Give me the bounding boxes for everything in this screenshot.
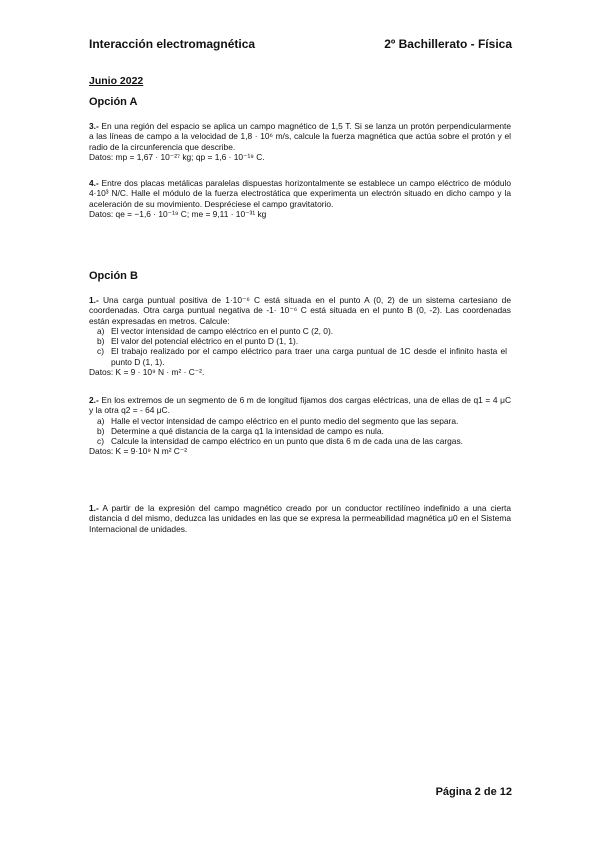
item-text: El valor del potencial eléctrico en el punto D (1, 1). <box>111 336 299 347</box>
item-label: c) <box>97 346 104 357</box>
question-item <box>89 336 511 346</box>
question-text: A partir de la expresión del campo magnético creado por un conductor rectilíneo indefinido a una cierta distancia d del mismo, deduzca las unidades en las que se expresa la permeabilidad magnética μ0 en el Sistema Internacional de unidades. <box>89 503 511 534</box>
question-item <box>89 346 511 367</box>
question-data: Datos: K = 9·10⁹ N m² C⁻² <box>89 446 188 457</box>
question-items <box>89 416 511 447</box>
option-a-title: Opción A <box>89 96 138 108</box>
question-item <box>89 426 511 436</box>
question-data: Datos: qe = −1,6 · 10⁻¹⁹ C; me = 9,11 · 10⁻³¹ kg <box>89 208 267 219</box>
question-text: En los extremos de un segmento de 6 m de longitud fijamos dos cargas eléctricas, una de ellas de q1 = 4 μC y la otra q2 = - 64 μC. <box>89 395 512 416</box>
item-label: a) <box>97 415 105 426</box>
question-item <box>89 326 511 336</box>
question-a4 <box>89 178 511 219</box>
question-data: Datos: mp = 1,67 · 10⁻²⁷ kg; qp = 1,6 · 10⁻¹⁹ C. <box>89 151 265 162</box>
question-number: 3.- <box>89 121 99 131</box>
question-number: 1.- <box>89 295 99 305</box>
question-item <box>89 436 511 446</box>
question-text: Una carga puntual positiva de 1·10⁻⁶ C está situada en el punto A (0, 2) de un sistema cartesiano de coordenadas. Otra carga puntual negativa de -1· 10⁻⁶ C está situada en el punto B (0, -2). Las coordenadas están expresadas en metros. Calcule: <box>89 295 511 326</box>
item-label: c) <box>97 436 104 447</box>
item-text: El trabajo realizado por el campo eléctrico para traer una carga puntual de 1C desde el infinito hasta el punto D (1, 1). <box>111 346 507 367</box>
page-number: Página 2 de 12 <box>435 786 512 798</box>
question-number: 2.- <box>89 395 99 405</box>
exam-date: Junio 2022 <box>89 75 144 87</box>
item-text: Halle el vector intensidad de campo eléctrico en el punto medio del segmento que las separa. <box>111 415 459 426</box>
question-number: 4.- <box>89 178 99 188</box>
item-text: El vector intensidad de campo eléctrico en el punto C (2, 0). <box>111 325 334 336</box>
question-a3 <box>89 121 511 162</box>
item-label: b) <box>97 336 105 347</box>
option-b-title: Opción B <box>89 270 138 282</box>
question-items <box>89 326 511 367</box>
question-data: Datos: K = 9 · 10⁹ N · m² · C⁻². <box>89 367 205 378</box>
question-extra-1 <box>89 503 511 534</box>
question-b2 <box>89 395 511 457</box>
question-number: 1.- <box>89 503 99 513</box>
question-text: En una región del espacio se aplica un campo magnético de 1,5 T. Si se lanza un protón perpendicularmente a las líneas de campo a la velocidad de 1,8 · 10⁶ m/s, calcule la fuerza magnética que actúa sobre el protón y el radio de la circunferencia que describe. <box>89 121 511 152</box>
header-course: 2º Bachillerato - Física <box>384 37 512 51</box>
question-item <box>89 416 511 426</box>
item-label: a) <box>97 325 105 336</box>
question-b1 <box>89 295 511 377</box>
item-text: Calcule la intensidad de campo eléctrico en un punto que dista 6 m de cada una de las cargas. <box>111 436 463 447</box>
item-label: b) <box>97 425 105 436</box>
item-text: Determine a qué distancia de la carga q1 la intensidad de campo es nula. <box>111 425 384 436</box>
header-subject: Interacción electromagnética <box>89 37 256 51</box>
question-text: Entre dos placas metálicas paralelas dispuestas horizontalmente se establece un campo eléctrico de módulo 4·10³ N/C. Halle el módulo de la fuerza electrostática que experimenta un electrón situado en dicho campo y la aceleración de su movimiento. Despréciese el campo gravitatorio. <box>89 178 511 209</box>
